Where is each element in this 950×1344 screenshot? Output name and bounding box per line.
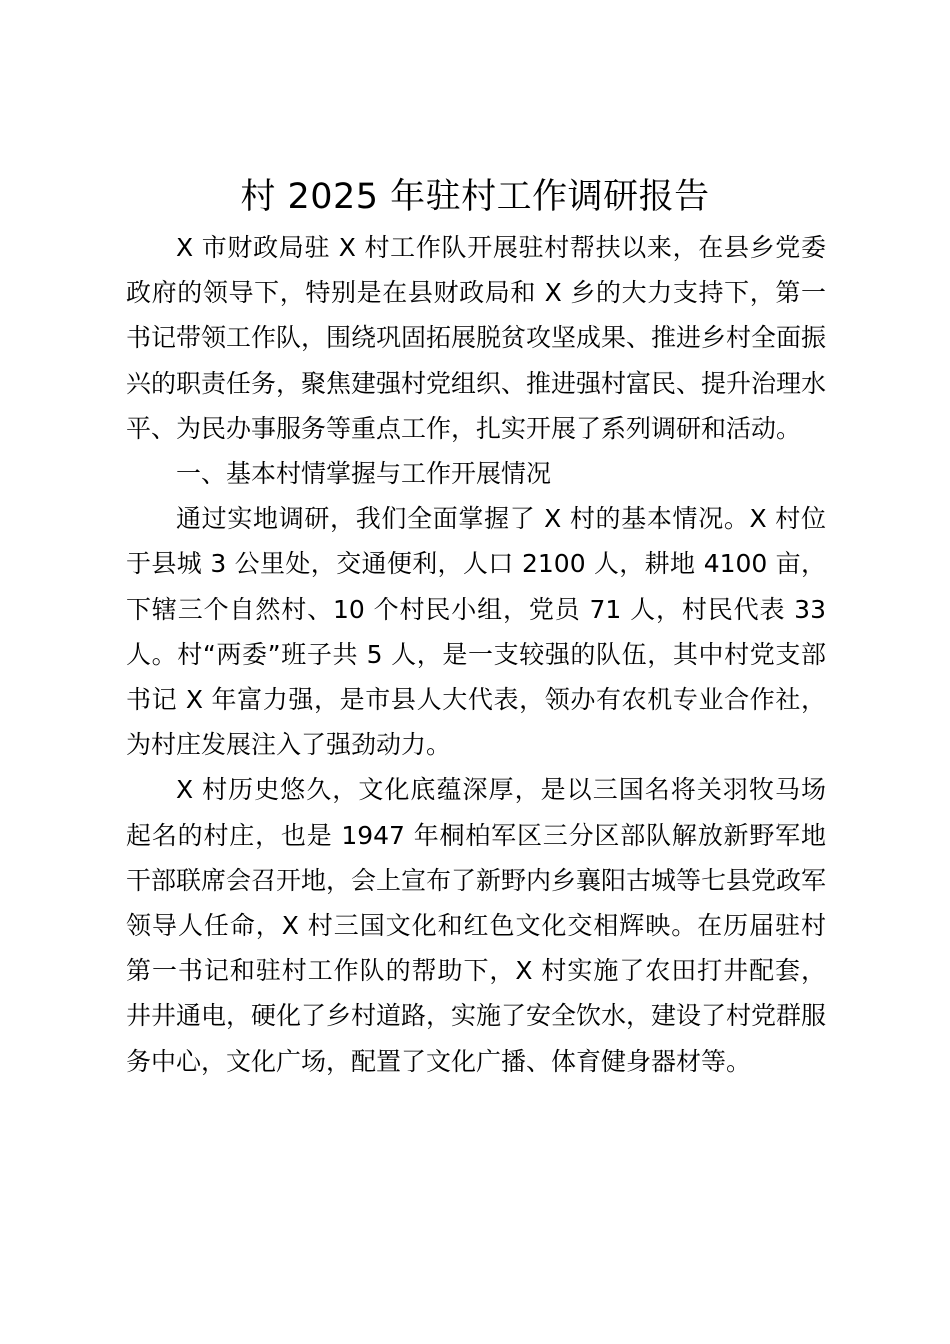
village-history-paragraph: X 村历史悠久，文化底蕴深厚，是以三国名将关羽牧马场起名的村庄，也是 1947 年桐柏军区三分区部队解放新野军地干部联席会召开地，会上宣布了新野内乡襄阳古城等七县党政军领导人任命，X 村三国文化和红色文化交相辉映。在历届驻村第一书记和驻村工作队的帮助下，X 村实施了农田打井配套，井井通电，硬化了乡村道路，实施了安全饮水，建设了村党群服务中心，文化广场，配置了文化广播、体育健身器材等。 xyxy=(126,775,827,1076)
intro-paragraph: X 市财政局驻 X 村工作队开展驻村帮扶以来，在县乡党委政府的领导下，特别是在县财政局和 X 乡的大力支持下，第一书记带领工作队，围绕巩固拓展脱贫攻坚成果、推进乡村全面振兴的职责任务，聚焦建强村党组织、推进强村富民、提升治理水平、为民办事服务等重点工作，扎实开展了系列调研和活动。 xyxy=(126,233,827,443)
section-heading: 一、基本村情掌握与工作开展情况 xyxy=(176,459,552,489)
document-body xyxy=(126,225,826,1084)
document-title: 村 2025 年驻村工作调研报告 xyxy=(240,177,710,217)
village-overview-paragraph: 通过实地调研，我们全面掌握了 X 村的基本情况。X 村位于县城 3 公里处，交通便利，人口 2100 人，耕地 4100 亩，下辖三个自然村、10 个村民小组，党员 71 人，村民代表 33 人。村“两委”班子共 5 人，是一支较强的队伍，其中村党支部书记 X 年富力强，是市县人大代表，领办有农机专业合作社，为村庄发展注入了强劲动力。 xyxy=(126,504,826,760)
